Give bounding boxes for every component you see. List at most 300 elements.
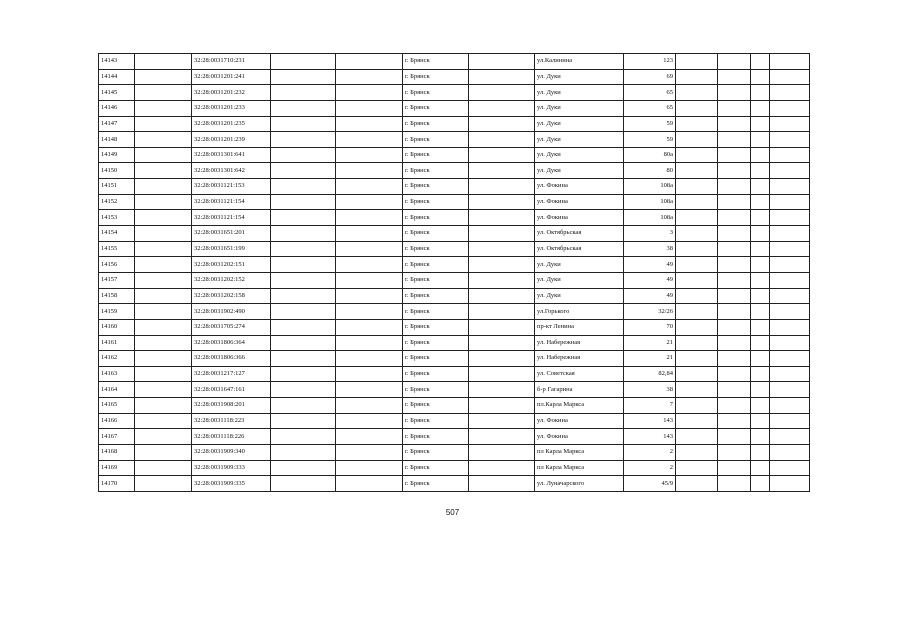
house-number-cell: 65 <box>624 85 676 101</box>
empty-cell <box>676 226 718 242</box>
empty-cell <box>336 100 403 116</box>
table-row <box>99 241 810 257</box>
empty-cell <box>469 69 535 85</box>
empty-cell <box>271 241 336 257</box>
empty-cell <box>751 413 770 429</box>
empty-cell <box>469 445 535 461</box>
empty-cell <box>135 241 192 257</box>
empty-cell <box>271 272 336 288</box>
empty-cell <box>718 445 751 461</box>
table-row <box>99 366 810 382</box>
empty-cell <box>336 460 403 476</box>
cadastral-number-cell: 32:28:0031201:235 <box>192 116 271 132</box>
city-cell: г. Брянск <box>403 85 469 101</box>
street-cell: ул. Фокина <box>535 413 624 429</box>
empty-cell <box>135 476 192 492</box>
empty-cell <box>718 319 751 335</box>
empty-cell <box>676 476 718 492</box>
empty-cell <box>770 100 810 116</box>
empty-cell <box>336 366 403 382</box>
empty-cell <box>718 194 751 210</box>
street-cell: пр-кт Ленина <box>535 319 624 335</box>
empty-cell <box>770 319 810 335</box>
row-number-cell: 14147 <box>99 116 135 132</box>
table-row <box>99 413 810 429</box>
city-cell: г. Брянск <box>403 210 469 226</box>
empty-cell <box>271 335 336 351</box>
empty-cell <box>676 54 718 70</box>
empty-cell <box>271 351 336 367</box>
house-number-cell: 70 <box>624 319 676 335</box>
city-cell: г. Брянск <box>403 163 469 179</box>
empty-cell <box>718 460 751 476</box>
empty-cell <box>135 272 192 288</box>
empty-cell <box>469 54 535 70</box>
house-number-cell: 49 <box>624 257 676 273</box>
empty-cell <box>751 398 770 414</box>
house-number-cell: 21 <box>624 335 676 351</box>
empty-cell <box>135 116 192 132</box>
empty-cell <box>135 210 192 226</box>
empty-cell <box>751 147 770 163</box>
empty-cell <box>676 319 718 335</box>
table-row <box>99 54 810 70</box>
house-number-cell: 82,84 <box>624 366 676 382</box>
empty-cell <box>770 460 810 476</box>
city-cell: г. Брянск <box>403 288 469 304</box>
house-number-cell: 2 <box>624 445 676 461</box>
empty-cell <box>469 382 535 398</box>
empty-cell <box>770 163 810 179</box>
empty-cell <box>336 241 403 257</box>
empty-cell <box>770 210 810 226</box>
row-number-cell: 14154 <box>99 226 135 242</box>
empty-cell <box>135 194 192 210</box>
empty-cell <box>770 366 810 382</box>
city-cell: г. Брянск <box>403 319 469 335</box>
empty-cell <box>271 69 336 85</box>
empty-cell <box>676 179 718 195</box>
empty-cell <box>271 116 336 132</box>
empty-cell <box>718 413 751 429</box>
row-number-cell: 14153 <box>99 210 135 226</box>
empty-cell <box>336 226 403 242</box>
city-cell: г. Брянск <box>403 366 469 382</box>
table-row <box>99 132 810 148</box>
city-cell: г. Брянск <box>403 54 469 70</box>
empty-cell <box>469 179 535 195</box>
empty-cell <box>718 132 751 148</box>
cadastral-number-cell: 32:28:0031909:340 <box>192 445 271 461</box>
table-row <box>99 398 810 414</box>
empty-cell <box>469 132 535 148</box>
empty-cell <box>718 85 751 101</box>
table-row <box>99 460 810 476</box>
table-row <box>99 319 810 335</box>
empty-cell <box>135 69 192 85</box>
street-cell: пл.Карла Маркса <box>535 398 624 414</box>
cadastral-number-cell: 32:28:0031118:226 <box>192 429 271 445</box>
empty-cell <box>469 366 535 382</box>
empty-cell <box>469 429 535 445</box>
row-number-cell: 14167 <box>99 429 135 445</box>
empty-cell <box>469 116 535 132</box>
house-number-cell: 108а <box>624 210 676 226</box>
empty-cell <box>770 413 810 429</box>
house-number-cell: 65 <box>624 100 676 116</box>
empty-cell <box>469 85 535 101</box>
street-cell: ул. Дуки <box>535 132 624 148</box>
table-row <box>99 335 810 351</box>
city-cell: г. Брянск <box>403 272 469 288</box>
empty-cell <box>676 116 718 132</box>
city-cell: г. Брянск <box>403 304 469 320</box>
empty-cell <box>336 429 403 445</box>
empty-cell <box>271 429 336 445</box>
street-cell: пл Карла Маркса <box>535 460 624 476</box>
city-cell: г. Брянск <box>403 335 469 351</box>
empty-cell <box>718 116 751 132</box>
house-number-cell: 21 <box>624 351 676 367</box>
empty-cell <box>751 116 770 132</box>
row-number-cell: 14164 <box>99 382 135 398</box>
empty-cell <box>336 85 403 101</box>
table-row <box>99 226 810 242</box>
row-number-cell: 14160 <box>99 319 135 335</box>
city-cell: г. Брянск <box>403 476 469 492</box>
empty-cell <box>271 366 336 382</box>
empty-cell <box>469 335 535 351</box>
empty-cell <box>271 163 336 179</box>
cadastral-number-cell: 32:28:0031118:223 <box>192 413 271 429</box>
table-row <box>99 85 810 101</box>
cadastral-number-cell: 32:28:0031909:335 <box>192 476 271 492</box>
empty-cell <box>751 69 770 85</box>
empty-cell <box>718 429 751 445</box>
empty-cell <box>770 304 810 320</box>
empty-cell <box>770 116 810 132</box>
empty-cell <box>336 116 403 132</box>
city-cell: г. Брянск <box>403 445 469 461</box>
street-cell: ул. Октябрьская <box>535 226 624 242</box>
row-number-cell: 14145 <box>99 85 135 101</box>
empty-cell <box>469 257 535 273</box>
empty-cell <box>336 304 403 320</box>
empty-cell <box>676 147 718 163</box>
empty-cell <box>271 54 336 70</box>
empty-cell <box>271 288 336 304</box>
house-number-cell: 3 <box>624 226 676 242</box>
city-cell: г. Брянск <box>403 100 469 116</box>
house-number-cell: 49 <box>624 288 676 304</box>
empty-cell <box>770 85 810 101</box>
table-row <box>99 163 810 179</box>
empty-cell <box>676 288 718 304</box>
street-cell: ул. Дуки <box>535 69 624 85</box>
cadastral-number-cell: 32:28:0031806:366 <box>192 351 271 367</box>
cadastral-number-cell: 32:28:0031202:152 <box>192 272 271 288</box>
empty-cell <box>751 85 770 101</box>
empty-cell <box>271 445 336 461</box>
empty-cell <box>676 335 718 351</box>
house-number-cell: 38 <box>624 241 676 257</box>
empty-cell <box>271 132 336 148</box>
house-number-cell: 49 <box>624 272 676 288</box>
cadastral-number-cell: 32:28:0031201:233 <box>192 100 271 116</box>
empty-cell <box>676 460 718 476</box>
city-cell: г. Брянск <box>403 226 469 242</box>
table-row <box>99 179 810 195</box>
empty-cell <box>336 179 403 195</box>
cadastral-number-cell: 32:28:0031201:232 <box>192 85 271 101</box>
cadastral-number-cell: 32:28:0031121:153 <box>192 179 271 195</box>
empty-cell <box>271 85 336 101</box>
empty-cell <box>469 476 535 492</box>
street-cell: ул. Октябрьская <box>535 241 624 257</box>
row-number-cell: 14165 <box>99 398 135 414</box>
empty-cell <box>718 382 751 398</box>
cadastral-number-cell: 32:28:0031202:151 <box>192 257 271 273</box>
empty-cell <box>469 194 535 210</box>
empty-cell <box>135 335 192 351</box>
empty-cell <box>751 226 770 242</box>
empty-cell <box>336 476 403 492</box>
cadastral-number-cell: 32:28:0031651:201 <box>192 226 271 242</box>
empty-cell <box>135 382 192 398</box>
empty-cell <box>271 382 336 398</box>
cadastral-number-cell: 32:28:0031121:154 <box>192 210 271 226</box>
table-row <box>99 382 810 398</box>
empty-cell <box>469 304 535 320</box>
cadastral-number-cell: 32:28:0031908:201 <box>192 398 271 414</box>
empty-cell <box>336 351 403 367</box>
row-number-cell: 14158 <box>99 288 135 304</box>
empty-cell <box>336 54 403 70</box>
empty-cell <box>271 476 336 492</box>
empty-cell <box>751 54 770 70</box>
empty-cell <box>135 179 192 195</box>
empty-cell <box>135 445 192 461</box>
empty-cell <box>751 382 770 398</box>
page-number: 507 <box>445 508 460 517</box>
empty-cell <box>751 304 770 320</box>
cadastral-number-cell: 32:28:0031651:199 <box>192 241 271 257</box>
city-cell: г. Брянск <box>403 116 469 132</box>
street-cell: ул. Дуки <box>535 288 624 304</box>
table-row <box>99 116 810 132</box>
empty-cell <box>135 257 192 273</box>
empty-cell <box>676 163 718 179</box>
house-number-cell: 2 <box>624 460 676 476</box>
cadastral-number-cell: 32:28:0031202:158 <box>192 288 271 304</box>
empty-cell <box>336 398 403 414</box>
city-cell: г. Брянск <box>403 460 469 476</box>
row-number-cell: 14149 <box>99 147 135 163</box>
empty-cell <box>469 147 535 163</box>
cadastral-number-cell: 32:28:0031705:274 <box>192 319 271 335</box>
empty-cell <box>751 429 770 445</box>
empty-cell <box>271 210 336 226</box>
empty-cell <box>336 288 403 304</box>
city-cell: г. Брянск <box>403 382 469 398</box>
empty-cell <box>751 476 770 492</box>
empty-cell <box>135 100 192 116</box>
row-number-cell: 14166 <box>99 413 135 429</box>
empty-cell <box>336 210 403 226</box>
house-number-cell: 59 <box>624 116 676 132</box>
empty-cell <box>135 163 192 179</box>
empty-cell <box>718 366 751 382</box>
empty-cell <box>751 257 770 273</box>
table-row <box>99 272 810 288</box>
house-number-cell: 45/9 <box>624 476 676 492</box>
cadastral-number-cell: 32:28:0031301:641 <box>192 147 271 163</box>
street-cell: ул.Горького <box>535 304 624 320</box>
empty-cell <box>676 272 718 288</box>
empty-cell <box>135 226 192 242</box>
cadastral-number-cell: 32:28:0031121:154 <box>192 194 271 210</box>
empty-cell <box>469 226 535 242</box>
empty-cell <box>770 351 810 367</box>
empty-cell <box>718 100 751 116</box>
empty-cell <box>336 194 403 210</box>
empty-cell <box>676 429 718 445</box>
empty-cell <box>469 413 535 429</box>
empty-cell <box>751 241 770 257</box>
row-number-cell: 14168 <box>99 445 135 461</box>
street-cell: ул. Дуки <box>535 147 624 163</box>
empty-cell <box>751 100 770 116</box>
empty-cell <box>271 257 336 273</box>
table-row <box>99 100 810 116</box>
row-number-cell: 14161 <box>99 335 135 351</box>
empty-cell <box>336 413 403 429</box>
empty-cell <box>718 179 751 195</box>
empty-cell <box>718 476 751 492</box>
empty-cell <box>770 476 810 492</box>
empty-cell <box>135 366 192 382</box>
cadastral-number-cell: 32:28:0031909:333 <box>192 460 271 476</box>
empty-cell <box>271 460 336 476</box>
empty-cell <box>770 241 810 257</box>
empty-cell <box>271 319 336 335</box>
empty-cell <box>718 335 751 351</box>
empty-cell <box>676 398 718 414</box>
cadastral-number-cell: 32:28:0031806:364 <box>192 335 271 351</box>
empty-cell <box>770 54 810 70</box>
empty-cell <box>336 257 403 273</box>
empty-cell <box>718 257 751 273</box>
empty-cell <box>676 257 718 273</box>
empty-cell <box>676 100 718 116</box>
empty-cell <box>469 319 535 335</box>
empty-cell <box>751 319 770 335</box>
street-cell: ул. Советская <box>535 366 624 382</box>
house-number-cell: 69 <box>624 69 676 85</box>
cadastral-number-cell: 32:28:0031201:241 <box>192 69 271 85</box>
street-cell: ул. Дуки <box>535 257 624 273</box>
empty-cell <box>271 226 336 242</box>
cadastral-number-cell: 32:28:0031902:490 <box>192 304 271 320</box>
empty-cell <box>718 398 751 414</box>
empty-cell <box>770 382 810 398</box>
empty-cell <box>770 147 810 163</box>
empty-cell <box>676 382 718 398</box>
house-number-cell: 123 <box>624 54 676 70</box>
empty-cell <box>718 241 751 257</box>
empty-cell <box>135 132 192 148</box>
empty-cell <box>751 179 770 195</box>
city-cell: г. Брянск <box>403 413 469 429</box>
empty-cell <box>271 398 336 414</box>
empty-cell <box>751 335 770 351</box>
city-cell: г. Брянск <box>403 132 469 148</box>
table-row <box>99 351 810 367</box>
house-number-cell: 80 <box>624 163 676 179</box>
street-cell: ул. Дуки <box>535 85 624 101</box>
empty-cell <box>336 445 403 461</box>
empty-cell <box>135 319 192 335</box>
empty-cell <box>469 272 535 288</box>
empty-cell <box>469 241 535 257</box>
empty-cell <box>718 54 751 70</box>
empty-cell <box>336 147 403 163</box>
empty-cell <box>271 100 336 116</box>
registry-table-body <box>99 54 810 492</box>
house-number-cell: 108а <box>624 194 676 210</box>
empty-cell <box>135 429 192 445</box>
table-row <box>99 476 810 492</box>
street-cell: б-р Гагарина <box>535 382 624 398</box>
empty-cell <box>676 132 718 148</box>
empty-cell <box>676 304 718 320</box>
empty-cell <box>135 351 192 367</box>
empty-cell <box>469 100 535 116</box>
empty-cell <box>469 210 535 226</box>
empty-cell <box>751 163 770 179</box>
empty-cell <box>770 257 810 273</box>
table-row <box>99 210 810 226</box>
cadastral-number-cell: 32:28:0031710:231 <box>192 54 271 70</box>
empty-cell <box>718 163 751 179</box>
cadastral-number-cell: 32:28:0031201:239 <box>192 132 271 148</box>
city-cell: г. Брянск <box>403 429 469 445</box>
street-cell: ул.Калинина <box>535 54 624 70</box>
row-number-cell: 14157 <box>99 272 135 288</box>
empty-cell <box>718 351 751 367</box>
row-number-cell: 14144 <box>99 69 135 85</box>
empty-cell <box>770 226 810 242</box>
table-row <box>99 257 810 273</box>
street-cell: ул. Фокина <box>535 194 624 210</box>
street-cell: ул. Дуки <box>535 116 624 132</box>
empty-cell <box>336 319 403 335</box>
empty-cell <box>770 398 810 414</box>
empty-cell <box>135 54 192 70</box>
empty-cell <box>770 194 810 210</box>
empty-cell <box>135 288 192 304</box>
city-cell: г. Брянск <box>403 69 469 85</box>
empty-cell <box>135 460 192 476</box>
row-number-cell: 14152 <box>99 194 135 210</box>
empty-cell <box>135 304 192 320</box>
row-number-cell: 14143 <box>99 54 135 70</box>
house-number-cell: 7 <box>624 398 676 414</box>
city-cell: г. Брянск <box>403 257 469 273</box>
empty-cell <box>135 398 192 414</box>
house-number-cell: 143 <box>624 413 676 429</box>
city-cell: г. Брянск <box>403 398 469 414</box>
